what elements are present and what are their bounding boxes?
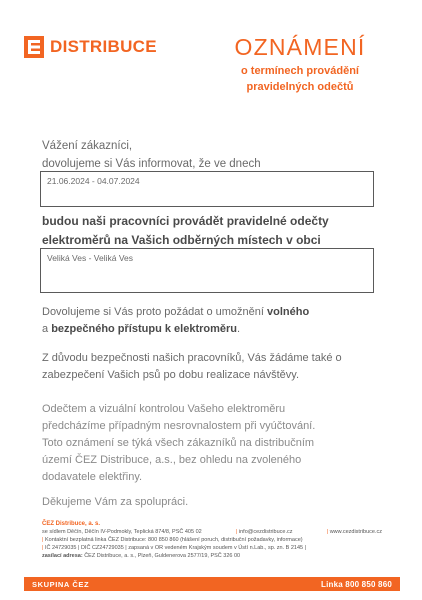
- mail-label: zasílací adresa:: [42, 553, 83, 559]
- company-email[interactable]: info@cezdistribuce.cz: [238, 529, 293, 535]
- access-paragraph: [42, 304, 382, 338]
- reading-line4: území ČEZ Distribuce, a.s., bez ohledu na zvoleného: [42, 454, 302, 466]
- dogs-line1: Z důvodu bezpečnosti našich pracovníků, Vás žádáme také o: [42, 352, 342, 364]
- access-bold-2: bezpečného přístupu k elektroměru: [51, 323, 238, 335]
- hotline-label: Linka 800 850 860: [320, 579, 392, 589]
- announcement-line2: elektroměrů na Vašich odběrných místech v obci: [42, 233, 321, 247]
- greeting-line1: Vážení zákazníci,: [42, 140, 133, 152]
- cez-logo: [24, 36, 157, 58]
- notice-title: [200, 34, 400, 94]
- group-label: SKUPINA ČEZ: [32, 579, 90, 589]
- reading-line2: předcházíme případným nesrovnalostem při vyúčtování.: [42, 420, 316, 432]
- title-sub-line2: pravidelných odečtů: [246, 81, 354, 93]
- access-text-1: Dovolujeme si Vás proto požádat o umožnění: [42, 306, 264, 318]
- thanks-text: Děkujeme Vám za spolupráci.: [42, 496, 189, 508]
- dogs-paragraph: [42, 350, 382, 384]
- company-hotline-text: Kontaktní bezplatná linka ČEZ Distribuce: 800 850 860 (hlášení poruch, distribuční požadavky, informace): [44, 537, 303, 543]
- bottom-bar: [24, 577, 400, 591]
- company-seat: se sídlem Děčín, Děčín IV-Podmokly, Teplická 874/8, PSČ 405 02: [42, 529, 202, 535]
- title-sub-line1: o termínech provádění: [241, 65, 359, 77]
- mail-address: ČEZ Distribuce, a. s., Plzeň, Guldenerova 2577/19, PSČ 326 00: [84, 553, 241, 559]
- reading-line5: dodavatele elektřiny.: [42, 471, 143, 483]
- company-web[interactable]: www.cezdistribuce.cz: [329, 529, 382, 535]
- access-bold-1: volného: [267, 306, 310, 318]
- dates-field: 21.06.2024 - 04.07.2024: [40, 171, 374, 207]
- announcement-line1: budou naši pracovníci provádět pravidelné odečty: [42, 214, 329, 228]
- access-end: .: [237, 323, 241, 335]
- access-text-2: a: [42, 323, 49, 335]
- greeting-line2: dovolujeme si Vás informovat, že ve dnech: [42, 158, 261, 170]
- company-name: ČEZ Distribuce, a. s.: [42, 521, 101, 527]
- reading-announcement: [42, 212, 382, 250]
- company-ids: IČ 24729035 | DIČ CZ24729035 | zapsaná v OR vedeném Krajským soudem v Ústí n.Lab., sp. zn. B 2145 |: [44, 545, 307, 551]
- company-info: ČEZ Distribuce, a. s. se sídlem Děčín, Děčín IV-Podmokly, Teplická 874/8, PSČ 405 02 | info@cezdistribuce.cz | www.cezdistribuce.cz | Kontaktní bezplatná linka ČEZ Distribuce: 800 850 860 (hlášení poruch, distribuční požadavky, informace) | IČ 24729035 | DIČ CZ24729035 | zapsaná v OR vedeném Krajským soudem v Ústí n.Lab., sp. zn. B 2145 | zasílací adresa: ČEZ Distribuce, a. s., Plzeň, Guldenerova 2577/19, PSČ 326 00: [42, 521, 382, 559]
- reading-line3: Toto oznámení se týká všech zákazníků na distribučním: [42, 437, 315, 449]
- cez-logo-icon: [24, 36, 44, 58]
- reading-line1: Odečtem a vizuální kontrolou Vašeho elektroměru: [42, 403, 286, 415]
- dogs-line2: zabezpečení Vašich psů po dobu realizace návštěvy.: [42, 369, 300, 381]
- greeting: [42, 137, 261, 173]
- reading-paragraph: [42, 401, 382, 486]
- logo-text: DISTRIBUCE: [50, 37, 157, 56]
- title-main: OZNÁMENÍ: [234, 34, 366, 60]
- place-field: Veliká Ves - Veliká Ves: [40, 248, 374, 293]
